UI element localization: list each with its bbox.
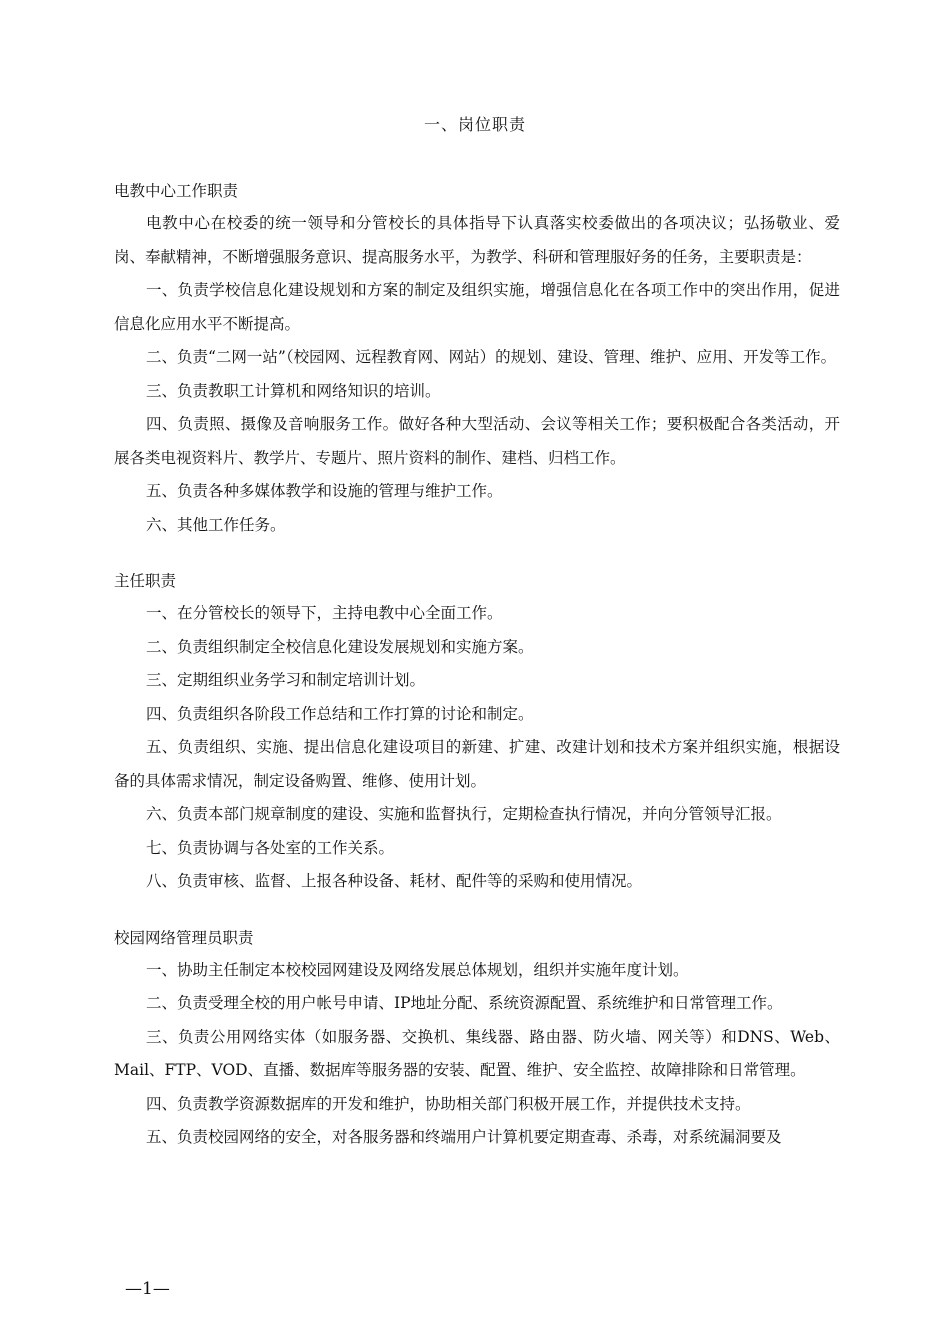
paragraph: 四、负责照、摄像及音响服务工作。做好各种大型活动、会议等相关工作；要积极配合各类活动，开展各类电视资料片、教学片、专题片、照片资料的制作、建档、归档工作。: [114, 415, 840, 467]
paragraph: 六、其他工作任务。: [146, 515, 286, 534]
paragraph: 五、负责校园网络的安全，对各服务器和终端用户计算机要定期查毒、杀毒，对系统漏洞要及: [146, 1128, 782, 1146]
paragraph: 一、负责学校信息化建设规划和方案的制定及组织实施，增强信息化在各项工作中的突出作用，促进信息化应用水平不断提高。: [114, 281, 840, 333]
paragraph: 三、定期组织业务学习和制定培训计划。: [146, 671, 426, 689]
paragraph: 一、在分管校长的领导下，主持电教中心全面工作。: [146, 604, 503, 622]
paragraph: 六、负责本部门规章制度的建设、实施和监督执行，定期检查执行情况，并向分管领导汇报。: [146, 805, 782, 823]
paragraph: 二、负责组织制定全校信息化建设发展规划和实施方案。: [146, 637, 534, 656]
page-title: 一、岗位职责: [423, 115, 526, 134]
paragraph: 四、负责教学资源数据库的开发和维护，协助相关部门积极开展工作，并提供技术支持。: [146, 1094, 751, 1113]
paragraph: 三、负责教职工计算机和网络知识的培训。: [146, 381, 441, 400]
section-spacer: [114, 542, 840, 570]
paragraph: 四、负责组织各阶段工作总结和工作打算的讨论和制定。: [146, 704, 534, 723]
section-heading: 电教中心工作职责: [114, 182, 239, 200]
section-heading: 校园网络管理员职责: [114, 928, 254, 947]
section-spacer: [114, 899, 840, 927]
paragraph: 二、负责受理全校的用户帐号申请、IP地址分配、系统资源配置、系统维护和日常管理工作。: [146, 994, 783, 1012]
paragraph: 五、负责各种多媒体教学和设施的管理与维护工作。: [146, 482, 503, 500]
paragraph: 二、负责“二网一站”（校园网、远程教育网、网站）的规划、建设、管理、维护、应用、开发等工作。: [146, 348, 837, 366]
paragraph: 电教中心在校委的统一领导和分管校长的具体指导下认真落实校委做出的各项决议；弘扬敬业、爱岗、奉献精神，不断增强服务意识、提高服务水平，为教学、科研和管理服好务的任务，主要职责是：: [114, 214, 840, 266]
paragraph: 一、协助主任制定本校校园网建设及网络发展总体规划，组织并实施年度计划。: [146, 960, 689, 979]
section-heading: 主任职责: [114, 572, 177, 590]
paragraph: 五、负责组织、实施、提出信息化建设项目的新建、扩建、改建计划和技术方案并组织实施，根据设备的具体需求情况，制定设备购置、维修、使用计划。: [114, 738, 840, 790]
paragraph: 七、负责协调与各处室的工作关系。: [146, 838, 395, 857]
paragraph: 三、负责公用网络实体（如服务器、交换机、集线器、路由器、防火墙、网关等）和DNS、Web、Mail、FTP、VOD、直播、数据库等服务器的安装、配置、维护、安全监控、故障排除和日常管理。: [114, 1027, 840, 1079]
page-number: —1—: [125, 1279, 170, 1299]
document-body: [114, 180, 840, 1155]
paragraph: 八、负责审核、监督、上报各种设备、耗材、配件等的采购和使用情况。: [146, 872, 643, 890]
